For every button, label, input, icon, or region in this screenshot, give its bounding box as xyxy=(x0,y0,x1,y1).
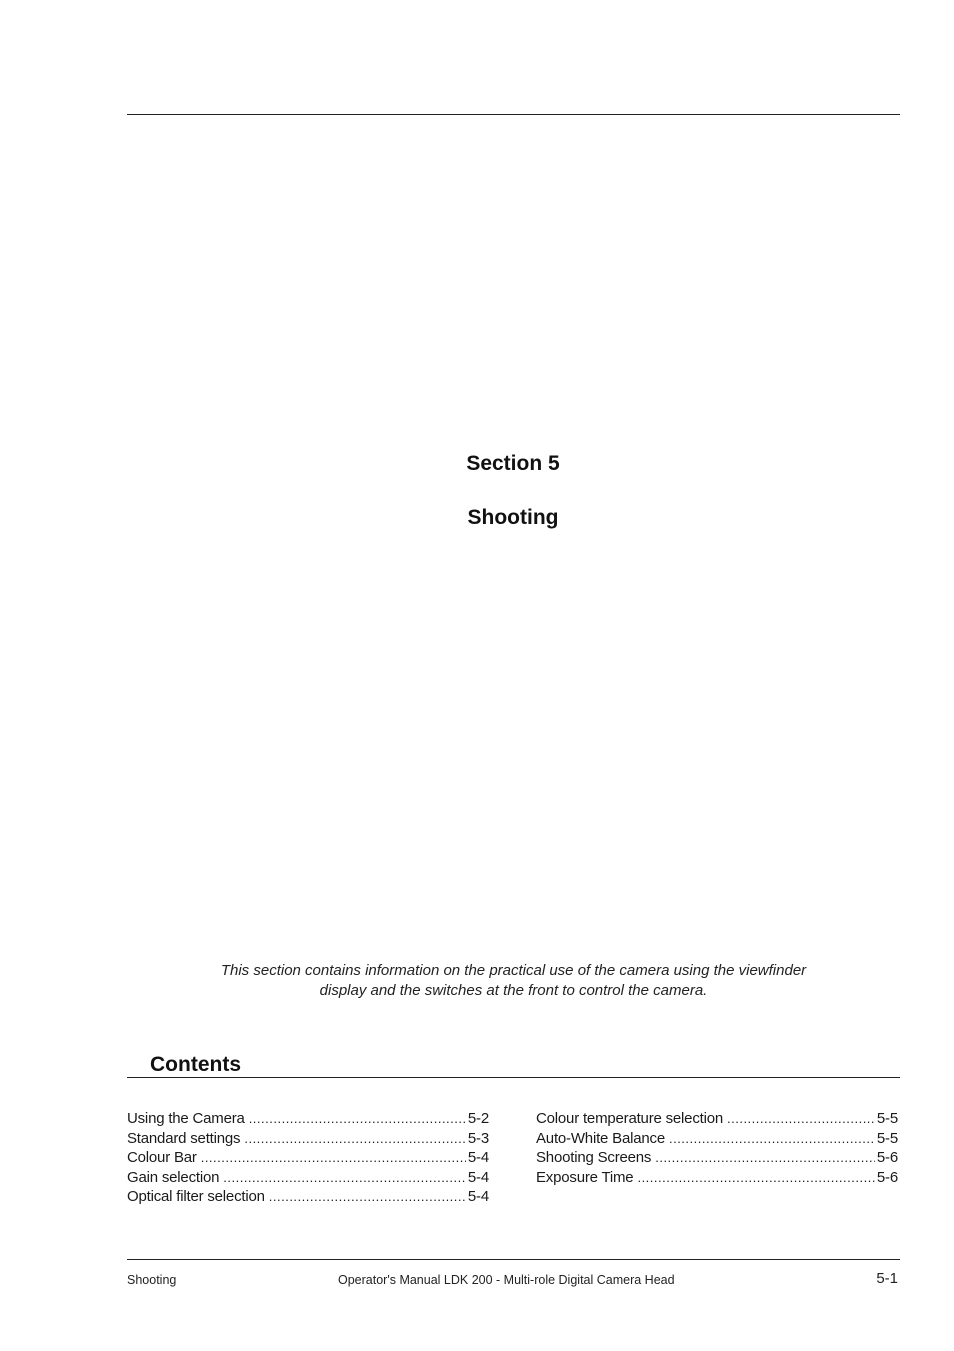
contents-heading-label: Contents xyxy=(150,1053,241,1076)
toc-entry-title: Auto-White Balance xyxy=(536,1129,665,1147)
toc-leader-dots xyxy=(201,1148,466,1168)
toc-entry[interactable] xyxy=(536,1168,898,1188)
section-title: Shooting xyxy=(467,506,559,529)
footer-rule xyxy=(127,1259,900,1260)
section-number: Section 5 xyxy=(466,452,560,475)
toc-entry-page: 5-6 xyxy=(876,1149,898,1166)
header-rule xyxy=(127,114,900,115)
toc-entry-page: 5-3 xyxy=(467,1129,489,1147)
toc-entry-page: 5-4 xyxy=(467,1188,489,1205)
toc-entry[interactable] xyxy=(127,1148,489,1168)
toc-leader-dots xyxy=(669,1129,875,1149)
toc-entry-title: Exposure Time xyxy=(536,1168,634,1186)
toc-entry-title: Gain selection xyxy=(127,1168,220,1186)
toc-entry[interactable] xyxy=(127,1109,489,1129)
footer-page-number: 5-1 xyxy=(876,1270,898,1287)
footer-manual-title: Operator's Manual LDK 200 - Multi-role Digital Camera Head xyxy=(338,1273,675,1287)
toc-entry[interactable] xyxy=(127,1187,489,1207)
toc-entry[interactable] xyxy=(536,1148,898,1168)
toc-leader-dots xyxy=(727,1109,875,1129)
contents-heading xyxy=(127,1053,900,1078)
toc-leader-dots xyxy=(655,1148,875,1168)
toc-entry-title: Standard settings xyxy=(127,1129,241,1147)
toc-leader-dots xyxy=(244,1129,466,1149)
toc-entry-page: 5-4 xyxy=(467,1149,489,1166)
intro-line-2: display and the switches at the front to control the camera. xyxy=(319,981,708,999)
toc-entry[interactable] xyxy=(127,1129,489,1149)
toc-leader-dots xyxy=(269,1187,466,1207)
toc-entry-page: 5-5 xyxy=(876,1110,898,1127)
toc-leader-dots xyxy=(249,1109,466,1129)
toc-entry[interactable] xyxy=(127,1168,489,1188)
toc-entry-title: Colour Bar xyxy=(127,1149,197,1166)
toc-entry-page: 5-5 xyxy=(876,1129,898,1147)
toc-entry-title: Shooting Screens xyxy=(536,1149,652,1166)
footer-section-name: Shooting xyxy=(127,1273,177,1287)
toc-entry-page: 5-6 xyxy=(876,1168,898,1186)
intro-line-1: This section contains information on the practical use of the camera using the viewfinder xyxy=(220,962,807,979)
toc-entry[interactable] xyxy=(536,1109,898,1129)
toc-leader-dots xyxy=(223,1168,466,1188)
toc-column-left xyxy=(127,1109,489,1207)
toc-entry-title: Using the Camera xyxy=(127,1110,245,1127)
toc-entry[interactable] xyxy=(536,1129,898,1149)
toc-entry-title: Colour temperature selection xyxy=(536,1110,723,1127)
toc-entry-page: 5-4 xyxy=(467,1168,489,1186)
toc-column-right xyxy=(536,1109,898,1187)
section-intro xyxy=(127,961,900,1000)
contents-heading-lead-rule xyxy=(127,1077,149,1078)
toc-leader-dots xyxy=(637,1168,874,1188)
toc-entry-page: 5-2 xyxy=(467,1110,489,1127)
toc-entry-title: Optical filter selection xyxy=(127,1188,265,1205)
